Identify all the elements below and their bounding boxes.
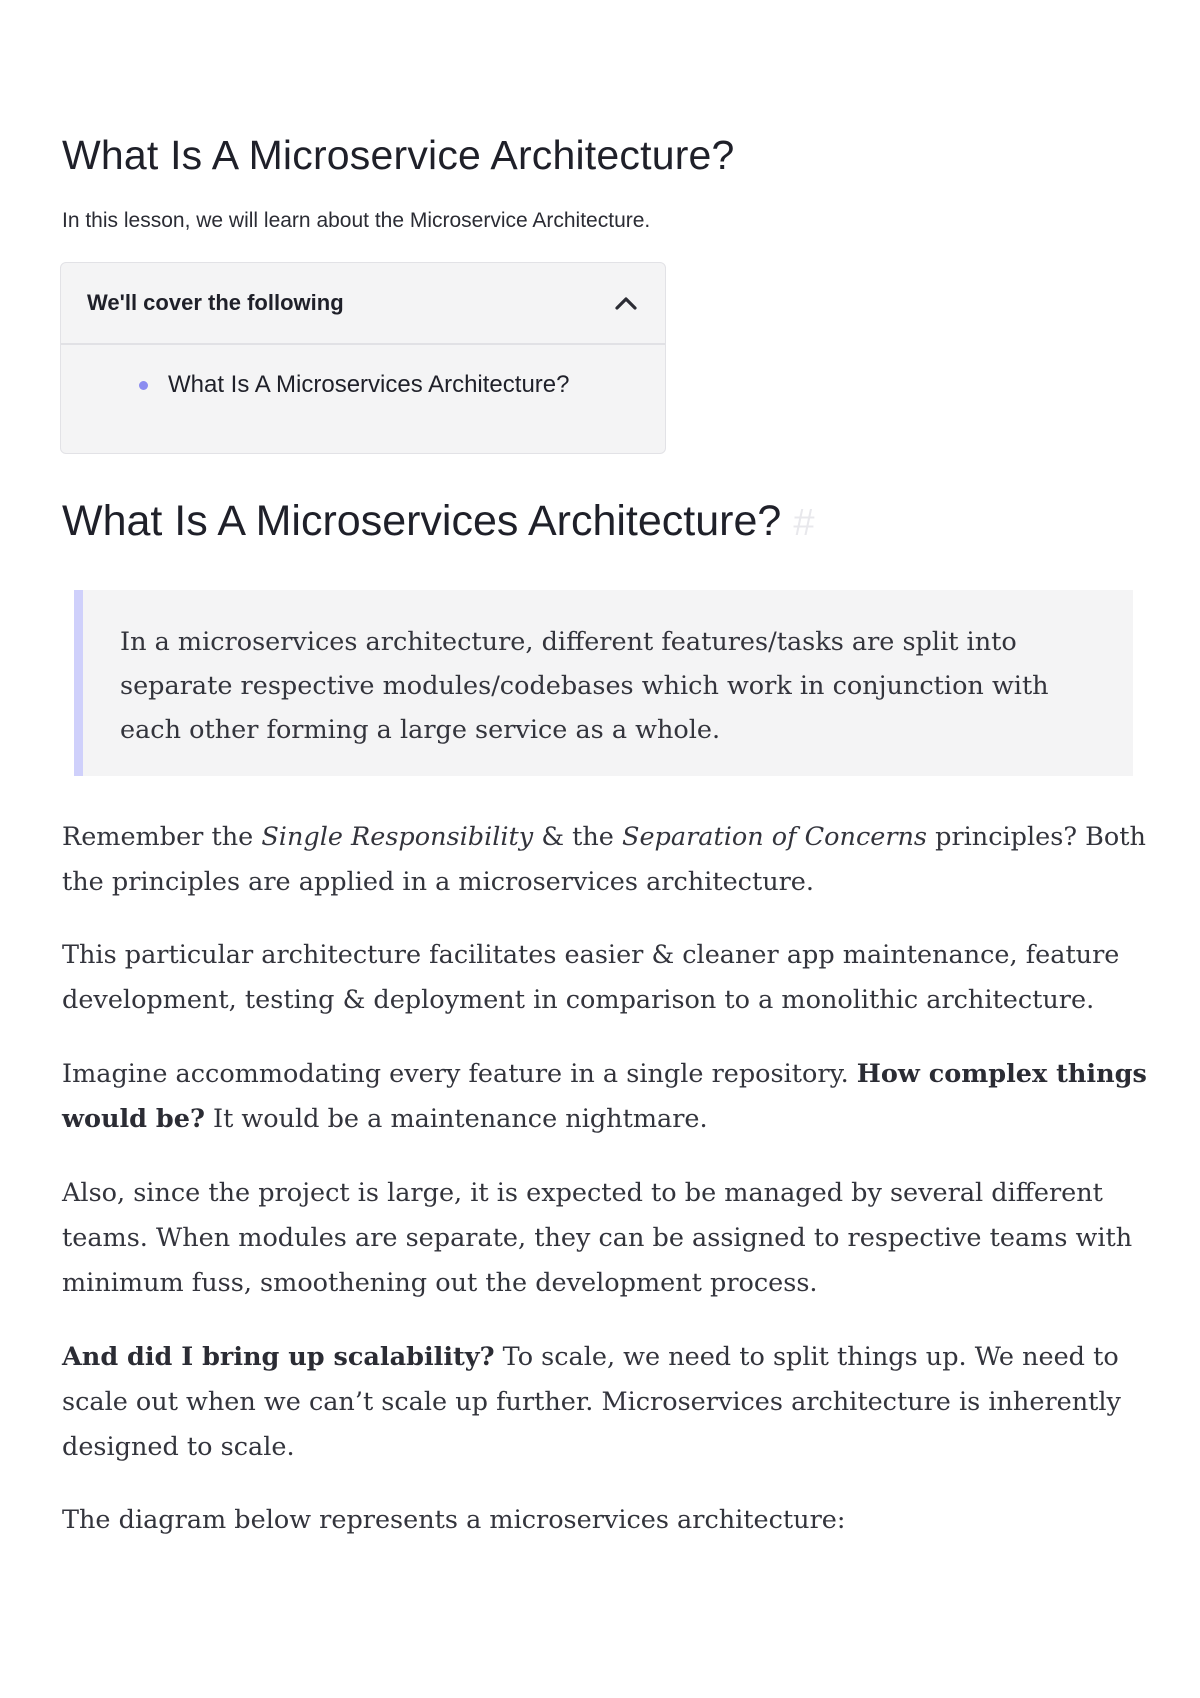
paragraph-principles [62,815,1147,905]
text-run: It would be a maintenance nightmare. [204,1104,708,1134]
chevron-up-icon[interactable] [613,290,639,316]
table-of-contents [60,262,666,454]
text-run: & the [533,822,622,852]
toc-toggle[interactable] [61,263,665,345]
emphasis-separation-of-concerns: Separation of Concerns [622,822,928,852]
paragraph-diagram-intro: The diagram below represents a microservices architecture: [62,1505,846,1535]
lesson-subtitle: In this lesson, we will learn about the Microservice Architecture. [62,209,651,232]
section-heading [62,497,814,546]
lesson-title: What Is A Microservice Architecture? [62,132,735,178]
bold-complex-things: How complex things would be? [62,1059,1147,1134]
heading-anchor-link[interactable]: # [793,502,815,544]
toc-header-label: We'll cover the following [87,290,344,315]
paragraph-single-repository [62,1052,1147,1142]
text-run: Remember the [62,822,262,852]
bullet-dot [139,381,148,390]
text-run: To scale, we need to split things up. We need to scale out when we can’t scale up further. Microservices architecture is inherently designed to scale. [62,1342,1121,1462]
definition-blockquote [74,590,1133,776]
text-run: principles? Both the principles are applied in a microservices architecture. [62,822,1146,897]
text-run: Imagine accommodating every feature in a single repository. [62,1059,857,1089]
paragraph-teams: Also, since the project is large, it is expected to be managed by several different teams. When modules are separate, they can be assigned to respective teams with minimum fuss, smoothening out the development process. [62,1178,1133,1298]
paragraph-maintenance: This particular architecture facilitates easier & cleaner app maintenance, feature development, testing & deployment in comparison to a monolithic architecture. [62,940,1120,1015]
bold-scalability: And did I bring up scalability? [62,1342,495,1372]
paragraph-scalability [62,1335,1147,1470]
toc-item-microservices-architecture[interactable] [147,371,569,399]
emphasis-single-responsibility: Single Responsibility [261,822,534,852]
section-heading-text: What Is A Microservices Architecture? [62,497,782,545]
toc-item-label[interactable]: What Is A Microservices Architecture? [168,371,570,398]
blockquote-text: In a microservices architecture, different features/tasks are split into separate respective modules/codebases which work in conjunction with each other forming a large service as a whole. [120,627,1049,745]
